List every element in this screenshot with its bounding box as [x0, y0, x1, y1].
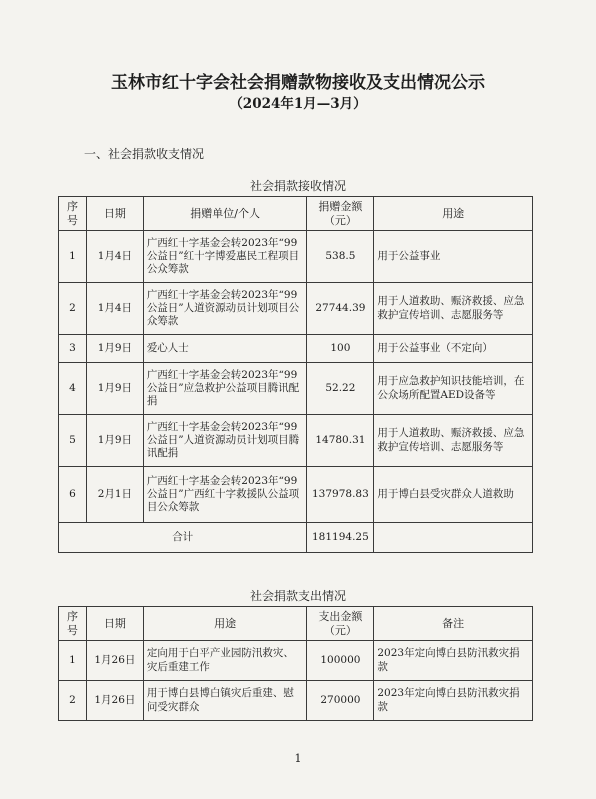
table-row: [59, 231, 533, 283]
header-date: 日期: [86, 197, 143, 231]
page-number: 1: [294, 752, 302, 765]
header-donor: 捐赠单位/个人: [143, 197, 307, 231]
cell-amount: 538.5: [307, 231, 374, 283]
cell-note: 2023年定向博白县防汛救灾捐款: [374, 641, 533, 681]
expenditures-header-row: [59, 607, 533, 641]
cell-date: 1月4日: [86, 283, 143, 335]
cell-donor: 广西红十字基金会转2023年“99公益日”广西红十字救援队公益项目公众筹款: [143, 467, 307, 523]
cell-date: 1月9日: [86, 363, 143, 415]
cell-date: 2月1日: [86, 467, 143, 523]
cell-amount: 14780.31: [307, 415, 374, 467]
cell-use: 用于公益事业: [374, 231, 533, 283]
cell-donor: 广西红十字基金会转2023年“99公益日”人道资源动员计划项目公众筹款: [143, 283, 307, 335]
table-row: [59, 283, 533, 335]
section-heading: 一、社会捐款收支情况: [84, 147, 205, 161]
cell-date: 1月9日: [86, 415, 143, 467]
page-subtitle: （2024年1月—3月）: [229, 96, 367, 112]
cell-donor: 广西红十字基金会转2023年“99公益日”红十字博爱惠民工程项目公众筹款: [143, 231, 307, 283]
cell-amount: 270000: [307, 681, 374, 721]
total-value: 181194.25: [307, 523, 374, 553]
cell-use: 用于人道救助、赈济救援、应急救护宣传培训、志愿服务等: [374, 283, 533, 335]
total-empty-cell: [374, 523, 533, 553]
page-title: 玉林市红十字会社会捐赠款物接收及支出情况公示: [111, 73, 485, 93]
expenditures-table: [58, 606, 533, 721]
table-row: [59, 681, 533, 721]
header-no: 序号: [59, 607, 87, 641]
cell-donor: 广西红十字基金会转2023年“99公益日”应急救护公益项目腾讯配捐: [143, 363, 307, 415]
cell-note: 2023年定向博白县防汛救灾捐款: [374, 681, 533, 721]
cell-no: 6: [59, 467, 87, 523]
header-amount: 支出金额（元）: [307, 607, 374, 641]
cell-donor: 爱心人士: [143, 335, 307, 363]
cell-amount: 100000: [307, 641, 374, 681]
cell-amount: 137978.83: [307, 467, 374, 523]
header-note: 备注: [374, 607, 533, 641]
header-date: 日期: [86, 607, 143, 641]
expenditures-caption: 社会捐款支出情况: [249, 589, 346, 603]
cell-donor: 广西红十字基金会转2023年“99公益日”人道资源动员计划项目腾讯配捐: [143, 415, 307, 467]
table-row: [59, 641, 533, 681]
header-amount: 捐赠金额（元）: [307, 197, 374, 231]
cell-amount: 52.22: [307, 363, 374, 415]
cell-use: 用于博白县受灾群众人道救助: [374, 467, 533, 523]
cell-no: 3: [59, 335, 87, 363]
cell-no: 1: [59, 231, 87, 283]
cell-use: 定向用于白平产业园防汛救灾、灾后重建工作: [143, 641, 307, 681]
cell-no: 2: [59, 681, 87, 721]
receipts-header-row: [59, 197, 533, 231]
cell-date: 1月9日: [86, 335, 143, 363]
cell-amount: 100: [307, 335, 374, 363]
receipts-table: [58, 196, 533, 553]
cell-amount: 27744.39: [307, 283, 374, 335]
total-label: 合计: [59, 523, 307, 553]
cell-date: 1月4日: [86, 231, 143, 283]
cell-no: 2: [59, 283, 87, 335]
table-row: [59, 467, 533, 523]
cell-use: 用于博白县博白镇灾后重建、慰问受灾群众: [143, 681, 307, 721]
header-use: 用途: [374, 197, 533, 231]
cell-date: 1月26日: [86, 681, 143, 721]
cell-no: 1: [59, 641, 87, 681]
receipts-caption: 社会捐款接收情况: [249, 179, 346, 193]
table-row: [59, 415, 533, 467]
cell-no: 5: [59, 415, 87, 467]
header-no: 序号: [59, 197, 87, 231]
table-row: [59, 363, 533, 415]
header-use: 用途: [143, 607, 307, 641]
cell-no: 4: [59, 363, 87, 415]
cell-date: 1月26日: [86, 641, 143, 681]
total-row: [59, 523, 533, 553]
cell-use: 用于应急救护知识技能培训，在公众场所配置AED设备等: [374, 363, 533, 415]
cell-use: 用于公益事业（不定向）: [374, 335, 533, 363]
table-row: [59, 335, 533, 363]
cell-use: 用于人道救助、赈济救援、应急救护宣传培训、志愿服务等: [374, 415, 533, 467]
